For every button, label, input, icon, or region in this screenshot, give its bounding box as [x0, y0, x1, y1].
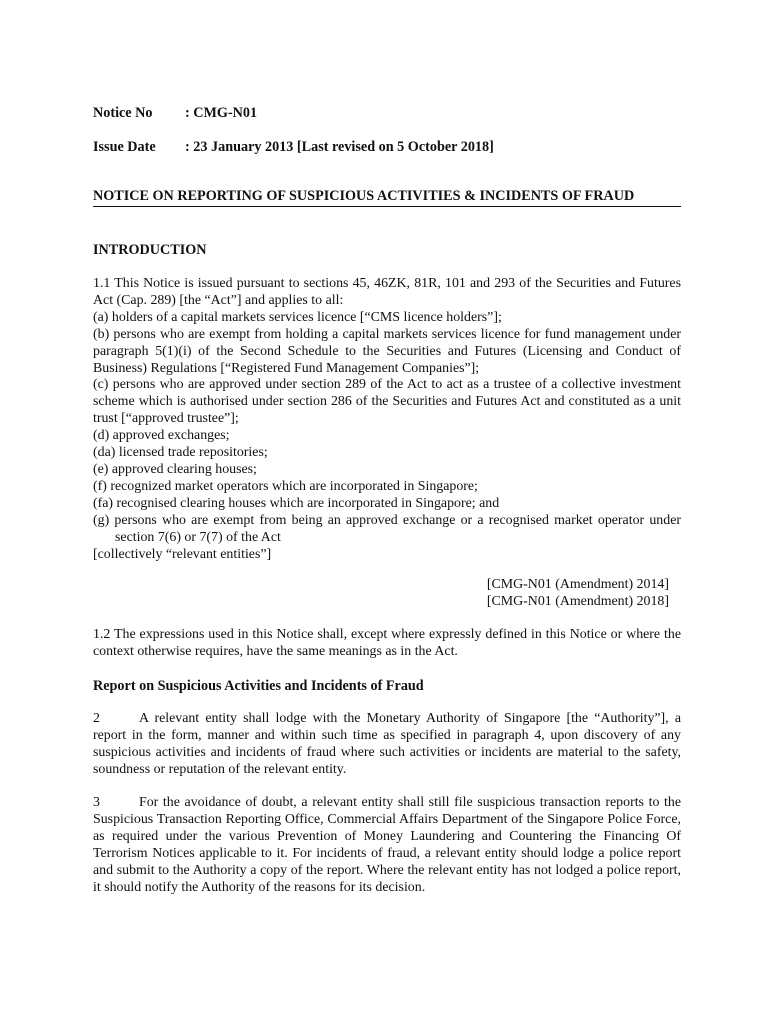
collective-definition: [collectively “relevant entities”] [93, 546, 272, 562]
list-item-g: (g) persons who are exempt from being an approved exchange or a recognised market operator under section 7(6) or 7(7) of the Act [93, 512, 681, 545]
issue-date-value: : 23 January 2013 [Last revised on 5 October 2018] [185, 139, 494, 155]
list-item-a: (a) holders of a capital markets services licence [“CMS licence holders”]; [93, 309, 502, 325]
notice-title: NOTICE ON REPORTING OF SUSPICIOUS ACTIVITIES & INCIDENTS OF FRAUD [93, 187, 681, 207]
list-item-c: (c) persons who are approved under section 289 of the Act to act as a trustee of a collective investment scheme which is authorised under section 286 of the Securities and Futures Act and constituted as a unit trust [“approved trustee”]; [93, 377, 681, 427]
document-page [93, 0, 681, 1024]
amendment-note-2014: [CMG-N01 (Amendment) 2014] [486, 577, 669, 592]
paragraph-3-text: For the avoidance of doubt, a relevant entity shall still file suspicious transaction reports to the Suspicious Transaction Reporting Office, Commercial Affairs Department of the Singapore Police Force, as required under the various Prevention of Money Laundering and Countering the Financing Of Terrorism Notices applicable to it. For incidents of fraud, a relevant entity should lodge a police report and submit to the Authority a copy of the report. Where the relevant entity has not lodged a police report, it should notify the Authority of the reasons for its decision. [93, 795, 681, 895]
paragraph-1-1 [93, 276, 681, 563]
list-item-d: (d) approved exchanges; [93, 428, 230, 444]
paragraph-1-2: 1.2 The expressions used in this Notice shall, except where expressly defined in this Notice or where the context otherwise requires, have the same meanings as in the Act. [93, 627, 681, 659]
paragraph-3 [93, 795, 681, 896]
amendment-note-2018: [CMG-N01 (Amendment) 2018] [486, 594, 669, 609]
paragraph-2-number: 2 [93, 711, 100, 726]
issue-date-row [93, 139, 494, 156]
list-item-b: (b) persons who are exempt from holding a capital markets services licence for fund management under paragraph 5(1)(i) of the Second Schedule to the Securities and Futures (Licensing and Conduct of Business) Regulations [“Registered Fund Management Companies”]; [93, 326, 681, 376]
list-item-da: (da) licensed trade repositories; [93, 445, 268, 461]
introduction-heading: INTRODUCTION [93, 242, 207, 258]
report-section-heading: Report on Suspicious Activities and Incidents of Fraud [93, 678, 424, 694]
notice-number-row [93, 105, 257, 122]
notice-number-value: : CMG-N01 [185, 105, 258, 121]
issue-date-label: Issue Date [93, 139, 156, 155]
list-item-f: (f) recognized market operators which are incorporated in Singapore; [93, 478, 478, 494]
paragraph-1-1-intro: 1.1 This Notice is issued pursuant to sections 45, 46ZK, 81R, 101 and 293 of the Securities and Futures Act (Cap. 289) [the “Act”] and applies to all: [93, 276, 681, 308]
list-item-fa: (fa) recognised clearing houses which are incorporated in Singapore; and [93, 495, 500, 511]
notice-number-label: Notice No [93, 105, 153, 121]
paragraph-2 [93, 711, 681, 779]
list-item-e: (e) approved clearing houses; [93, 461, 257, 477]
paragraph-2-text: A relevant entity shall lodge with the Monetary Authority of Singapore [the “Authority”], a report in the form, manner and within such time as specified in paragraph 4, upon discovery of any suspicious activities and incidents of fraud where such activities or incidents are material to the safety, soundness or reputation of the relevant entity. [93, 711, 681, 777]
paragraph-3-number: 3 [93, 795, 100, 810]
